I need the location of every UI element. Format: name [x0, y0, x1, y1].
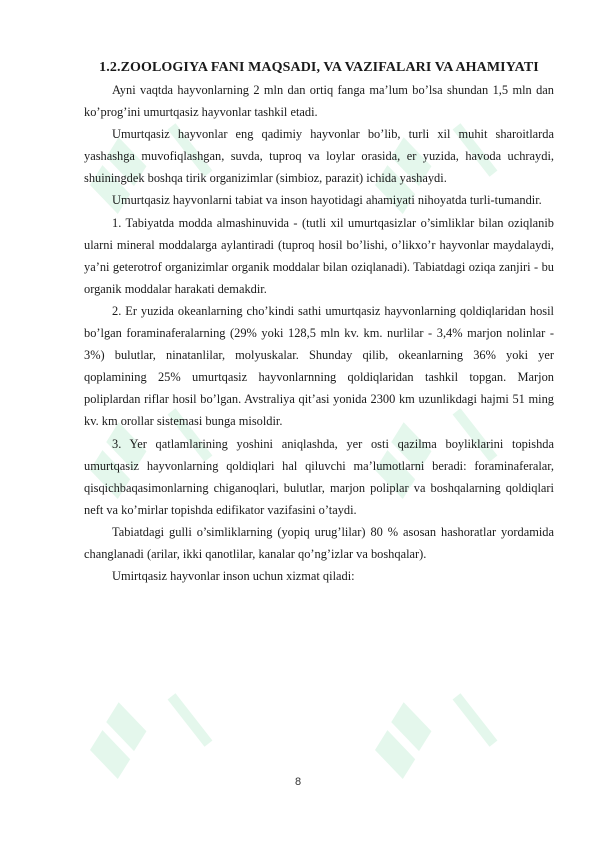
- paragraph: Umirtqasiz hayvonlar inson uchun xizmat qiladi:: [112, 569, 355, 584]
- paragraph: 1. Tabiyatda modda almashinuvida - (tutli xil umurtqasizlar o’simliklar bilan oziqlanib ularni mineral moddalarga aylantiradi (tuproq hosil bo’lishi, o’likxo’r hayvonlar maydalaydi, ya’ni geterotrof organizimlar organik moddalar bilan oziqlanadi). Tabiatdagi oziqa zanjiri - bu organik moddalar harakati demakdir.: [84, 215, 554, 296]
- page-number: 8: [294, 776, 302, 788]
- paragraph: 3. Yer qatlamlarining yoshini aniqlashda, yer osti qazilma boyliklarini topishda umurtqasiz hayvonlarning qoldiqlari hal qiluvchi ma’lumotlarni beradi: foraminaferalar, qisqichbaqasimonlarning chiganoqlari, bulutlar, marjon poliplar va boshqalarning qoldiqlari neft va ko’mirlar topishda edifikator vazifasini o’taydi.: [84, 436, 554, 517]
- document-body: [84, 56, 554, 587]
- section-title: 1.2.ZOOLOGIYA FANI MAQSADI, VA VAZIFALARI VA AHAMIYATI: [99, 60, 539, 75]
- paragraph: Ayni vaqtda hayvonlarning 2 mln dan ortiq fanga ma’lum bo’lsa shundan 1,5 mln dan ko’prog’ini umurtqasiz hayvonlar tashkil etadi.: [84, 83, 554, 120]
- paragraph: 2. Er yuzida okeanlarning cho’kindi sathi umurtqasiz hayvonlarning qoldiqlaridan hosil bo’lgan foraminaferalarning (29% yoki 128,5 mln kv. km. nurlilar - 3,4% marjon nolinlar - 3%) bulutlar, ninatanlilar, molyuskalar. Shunday qilib, okeanlarning 36% yoki yer qoplamining 25% umurtqasiz hayvonlarnning qoldiqlaridan tashkil topgan. Marjon poliplardan riflar hosil bo’lgan. Avstraliya qit’asi yonida 2300 km uzunlikdagi hajmi 51 ming kv. km orollar sistemasi bunga misoldir.: [84, 303, 554, 429]
- paragraph: Umurtqasiz hayvonlarni tabiat va inson hayotidagi ahamiyati nihoyatda turli-tumandir.: [112, 193, 542, 208]
- paragraph: Tabiatdagi gulli o’simliklarning (yopiq urug’lilar) 80 % asosan hashoratlar yordamida changlanadi (arilar, ikki qanotlilar, kanalar qo’ng’izlar va boshqalar).: [84, 524, 554, 561]
- paragraph: Umurtqasiz hayvonlar eng qadimiy hayvonlar bo’lib, turli xil muhit sharoitlarda yashashga muvofiqlashgan, suvda, tuproq va loylar orasida, er yuzida, havoda uchraydi, shuiningdek boshqa tirik organizimlar (simbioz, parazit) ichida yashaydi.: [84, 127, 554, 186]
